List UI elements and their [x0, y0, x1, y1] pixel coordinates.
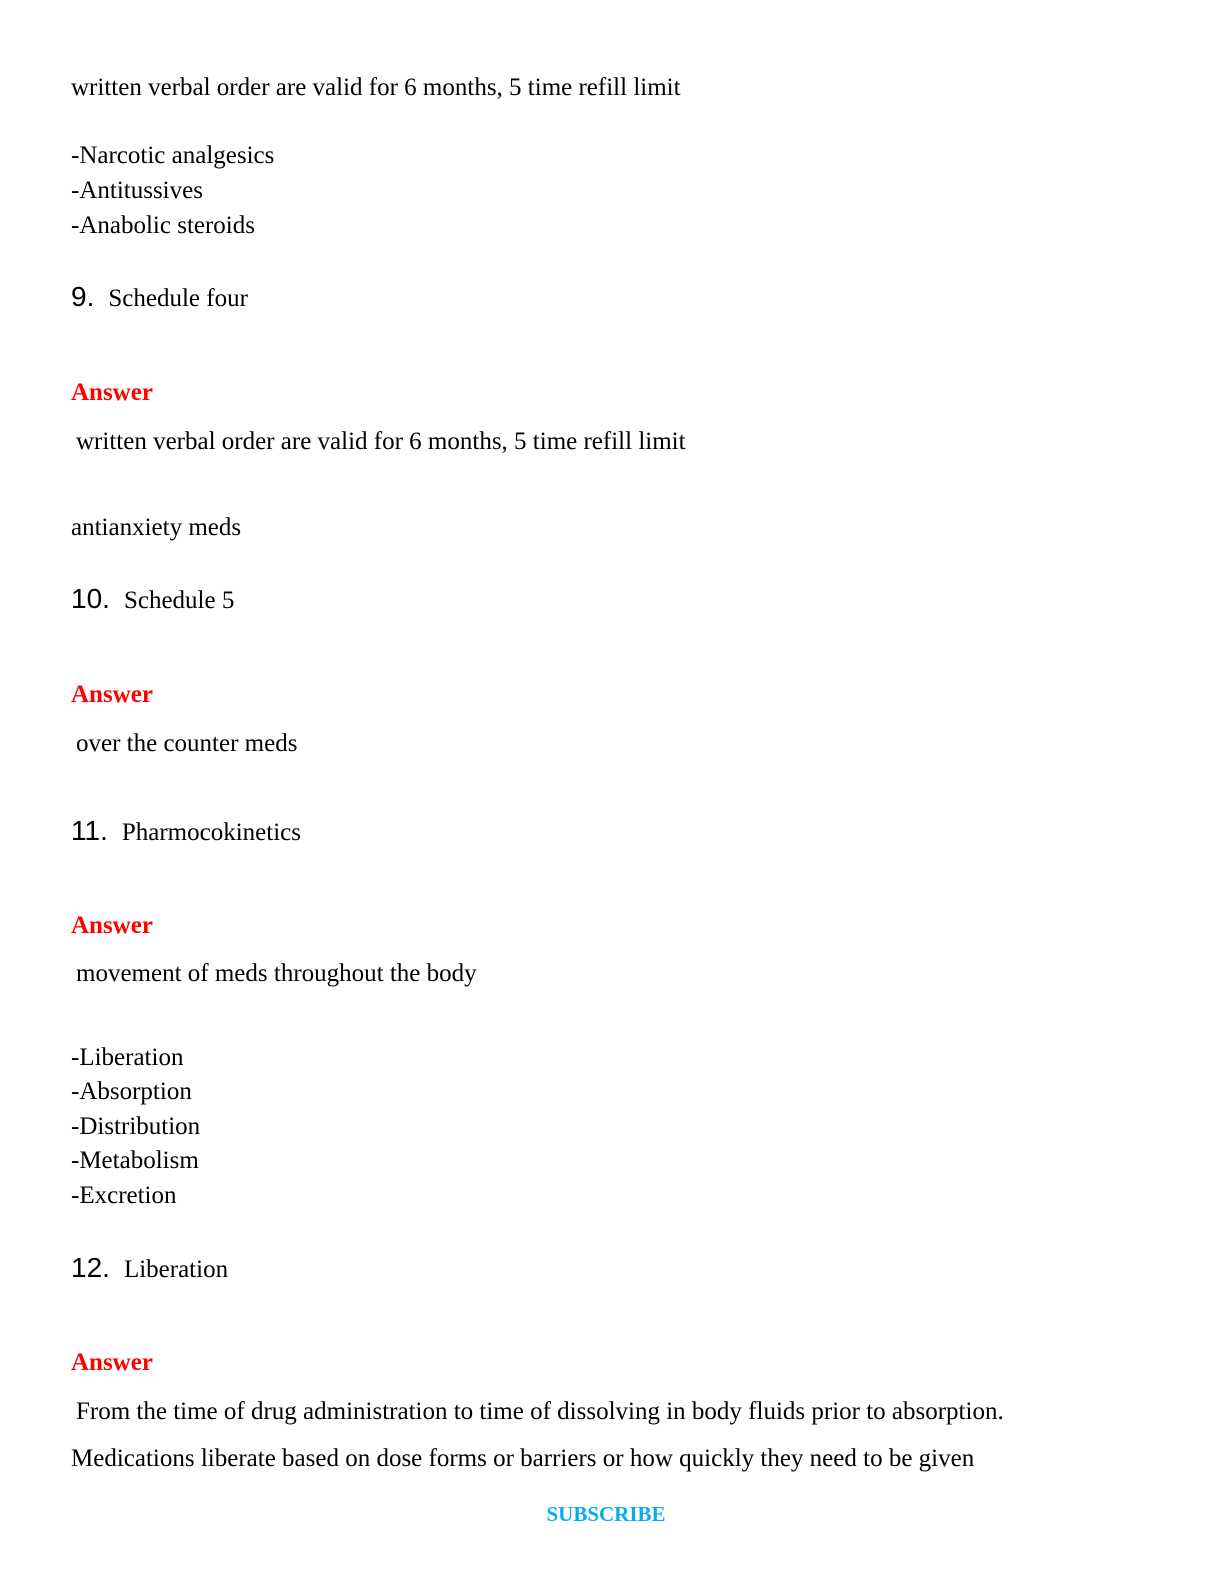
question-9	[71, 282, 248, 314]
list-item: -Distribution	[71, 1113, 201, 1140]
list-item: -Liberation	[71, 1044, 184, 1071]
subscribe-link[interactable]: SUBSCRIBE	[546, 1502, 666, 1526]
question-11	[71, 816, 301, 848]
answer-text: From the time of drug administration to time of dissolving in body fluids prior to absorption.	[76, 1398, 1004, 1425]
answer-text: written verbal order are valid for 6 months, 5 time refill limit	[76, 428, 686, 455]
question-text: Schedule 5	[123, 587, 235, 614]
question-12	[71, 1253, 228, 1285]
intro-item: -Anabolic steroids	[71, 212, 255, 239]
answer-extra: antianxiety meds	[71, 514, 242, 541]
question-text: Liberation	[123, 1256, 229, 1283]
answer-label: Answer	[71, 1349, 153, 1376]
list-item: -Absorption	[71, 1078, 192, 1105]
intro-line: written verbal order are valid for 6 months, 5 time refill limit	[71, 74, 681, 101]
question-number: 12.	[71, 1252, 110, 1283]
question-number: 11.	[71, 815, 108, 846]
question-text: Pharmocokinetics	[121, 819, 301, 846]
answer-label: Answer	[71, 681, 153, 708]
intro-item: -Antitussives	[71, 177, 203, 204]
answer-text: movement of meds throughout the body	[76, 960, 477, 987]
question-number: 9.	[71, 281, 95, 312]
question-10	[71, 584, 234, 616]
answer-text: over the counter meds	[76, 730, 298, 757]
question-text: Schedule four	[108, 285, 248, 312]
question-number: 10.	[71, 583, 110, 614]
list-item: -Excretion	[71, 1182, 177, 1209]
list-item: -Metabolism	[71, 1147, 199, 1174]
answer-label: Answer	[71, 912, 153, 939]
answer-label: Answer	[71, 379, 153, 406]
answer-text-continued: Medications liberate based on dose forms or barriers or how quickly they need to be given	[71, 1445, 975, 1472]
intro-item: -Narcotic analgesics	[71, 142, 275, 169]
